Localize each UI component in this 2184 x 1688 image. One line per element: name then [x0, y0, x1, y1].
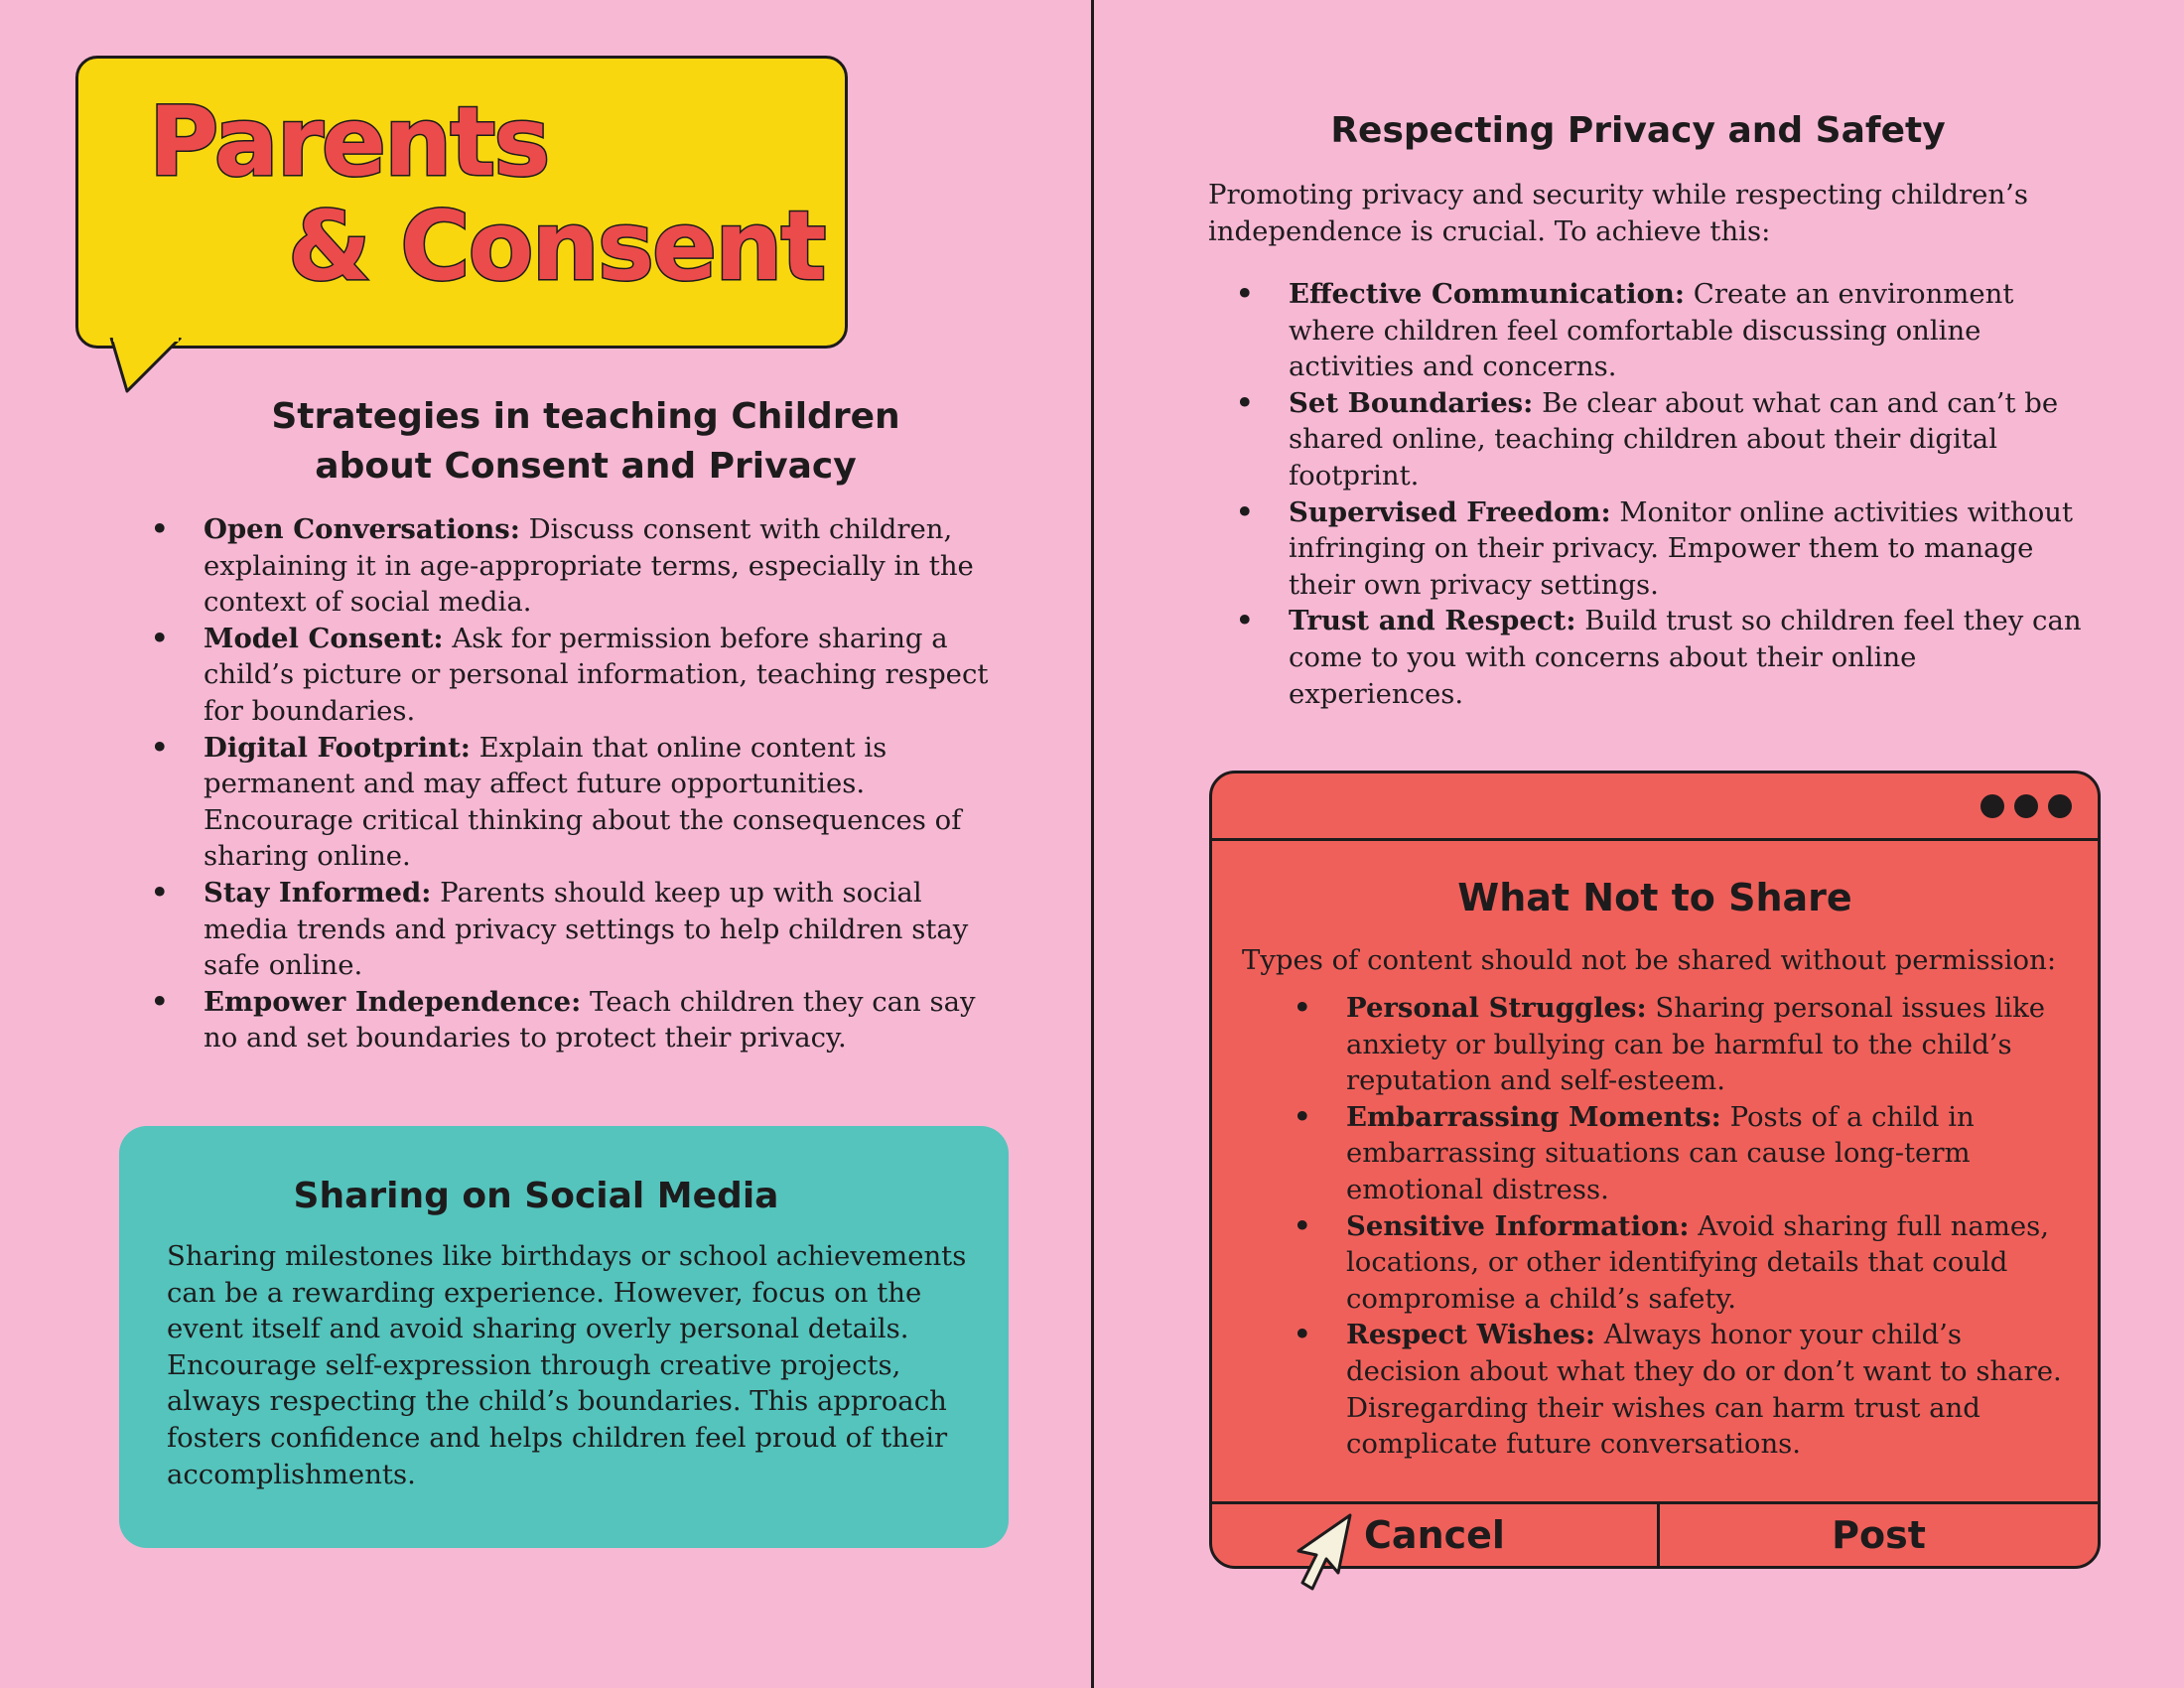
- dot: [2014, 794, 2038, 818]
- list-item-text: Explain that online content is permanent and may affect future opportunities. Encourage critical thinking about the consequences of sharing online.: [204, 731, 962, 873]
- list-item: [1294, 990, 2068, 1099]
- dialog-list: [1294, 990, 2068, 1463]
- list-item-term: Stay Informed:: [204, 876, 432, 909]
- strategies-list: [151, 511, 995, 1056]
- list-item: [1236, 385, 2090, 494]
- what-not-to-share-dialog: [1209, 771, 2101, 1569]
- list-item-term: Effective Communication:: [1289, 278, 1686, 310]
- page-title-line-1: Parents: [149, 86, 549, 198]
- list-item: [1236, 276, 2090, 385]
- mouse-cursor-icon: [1293, 1511, 1356, 1595]
- post-button[interactable]: Post: [1832, 1513, 1926, 1557]
- page-divider: [1091, 0, 1094, 1688]
- list-item-term: Digital Footprint:: [204, 731, 471, 764]
- list-item: [151, 621, 995, 730]
- social-media-text: Sharing milestones like birthdays or school achievements can be a rewarding experience. However, focus on the event itself and avoid sharing overly personal details. Encourage self-expression through creative projects, always respecting the child’s boundaries. This approach fosters confidence and helps children feel proud of their accomplishments.: [167, 1240, 967, 1490]
- strategies-heading: [199, 392, 973, 492]
- speech-bubble-tail: [109, 338, 189, 397]
- list-item-text: Parents should keep up with social media trends and privacy settings to help children stay safe online.: [204, 876, 969, 982]
- social-media-heading: Sharing on Social Media: [293, 1176, 779, 1216]
- list-item-text: Teach children they can say no and set boundaries to protect their privacy.: [204, 985, 976, 1055]
- dot: [1980, 794, 2004, 818]
- list-item-term: Personal Struggles:: [1346, 992, 1647, 1024]
- list-item-term: Model Consent:: [204, 622, 444, 654]
- list-item-term: Set Boundaries:: [1289, 386, 1534, 419]
- list-item: [151, 511, 995, 621]
- privacy-list: [1236, 276, 2090, 712]
- list-item-term: Empower Independence:: [204, 985, 582, 1018]
- list-item-text: Monitor online activities without infringing on their privacy. Empower them to manage their own privacy settings.: [1289, 495, 2074, 601]
- list-item-text: Build trust so children feel they can come to you with concerns about their online experiences.: [1289, 605, 2082, 710]
- list-item: [151, 875, 995, 984]
- cancel-button[interactable]: Cancel: [1364, 1513, 1505, 1557]
- list-item: [1236, 494, 2090, 604]
- page-title-line-2: & Consent: [288, 191, 825, 302]
- list-item: [1294, 1317, 2068, 1462]
- list-item: [1294, 1208, 2068, 1318]
- list-item-text: Ask for permission before sharing a child’s picture or personal information, teaching respect for boundaries.: [204, 622, 989, 727]
- list-item-text: Sharing personal issues like anxiety or bullying can be harmful to the child’s reputation and self-esteem.: [1346, 992, 2046, 1097]
- privacy-intro: Promoting privacy and security while respecting children’s independence is crucial. To achieve this:: [1208, 179, 2028, 247]
- list-item-term: Trust and Respect:: [1289, 605, 1576, 637]
- strategies-heading-line-2: about Consent and Privacy: [315, 446, 857, 487]
- list-item-term: Sensitive Information:: [1346, 1209, 1690, 1242]
- strategies-heading-line-1: Strategies in teaching Children: [271, 396, 900, 437]
- dialog-intro: Types of content should not be shared without permission:: [1242, 944, 2057, 976]
- list-item-text: Discuss consent with children, explaining it in age-appropriate terms, especially in the context of social media.: [204, 513, 974, 619]
- list-item: [1294, 1099, 2068, 1208]
- list-item-text: Avoid sharing full names, locations, or other identifying details that could compromise a child’s safety.: [1346, 1209, 2050, 1315]
- three-dots-icon[interactable]: [1980, 794, 2072, 818]
- privacy-heading: Respecting Privacy and Safety: [1330, 110, 1946, 151]
- dialog-title-bar-divider: [1212, 838, 2098, 841]
- dot: [2048, 794, 2072, 818]
- dialog-heading: What Not to Share: [1457, 876, 1852, 919]
- list-item-term: Supervised Freedom:: [1289, 495, 1611, 528]
- list-item-term: Respect Wishes:: [1346, 1319, 1596, 1351]
- list-item-text: Be clear about what can and can’t be shared online, teaching children about their digital footprint.: [1289, 386, 2059, 492]
- list-item: [151, 730, 995, 875]
- list-item: [1236, 603, 2090, 712]
- list-item-text: Posts of a child in embarrassing situations can cause long-term emotional distress.: [1346, 1100, 1975, 1205]
- list-item-text: Create an environment where children feel comfortable discussing online activities and concerns.: [1289, 278, 2014, 383]
- list-item-term: Embarrassing Moments:: [1346, 1100, 1721, 1133]
- list-item-term: Open Conversations:: [204, 513, 520, 545]
- list-item: [151, 984, 995, 1056]
- list-item-text: Always honor your child’s decision about what they do or don’t want to share. Disregarding their wishes can harm trust and complicate future conversations.: [1346, 1319, 2062, 1461]
